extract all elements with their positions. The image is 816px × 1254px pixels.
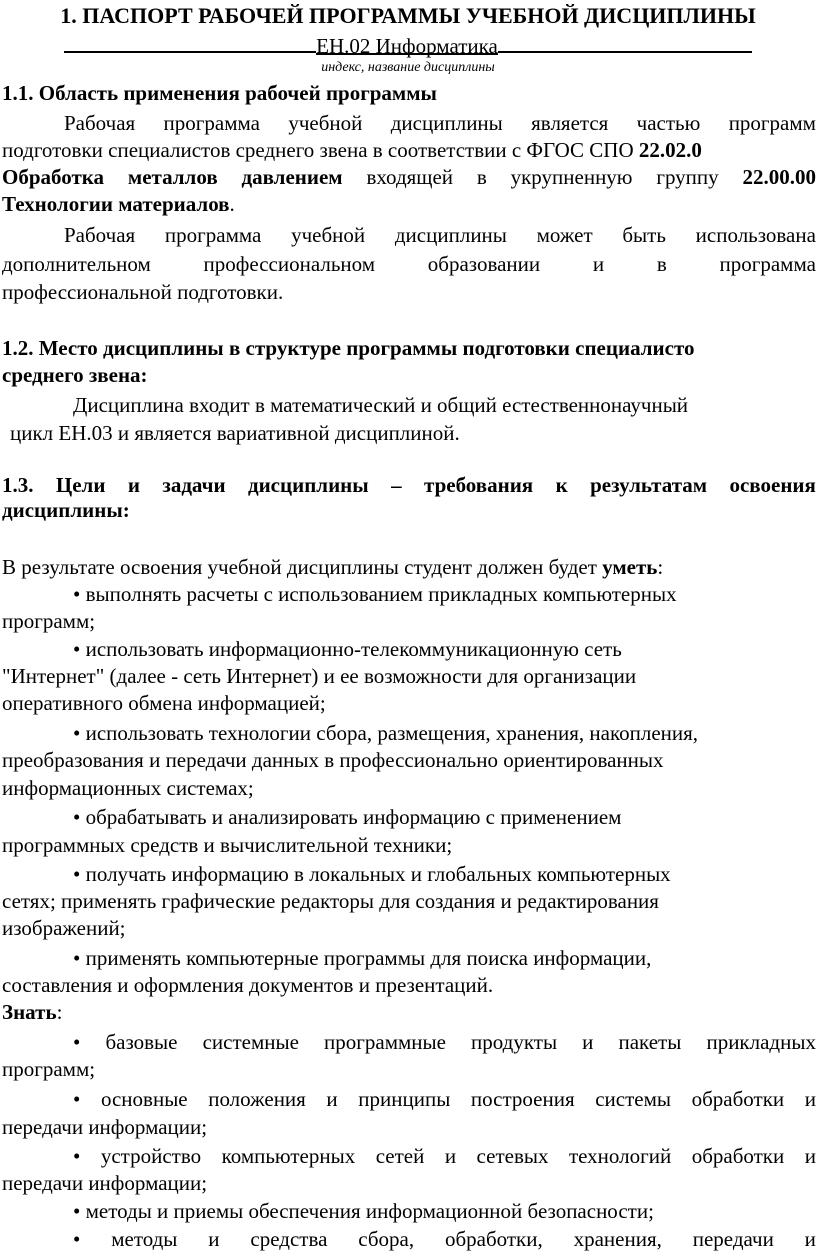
page-title: 1. ПАСПОРТ РАБОЧЕЙ ПРОГРАММЫ УЧЕБНОЙ ДИСЦИПЛИНЫ xyxy=(60,3,756,28)
skill-5-cont: сетях; применять графические редакторы для создания и редактирования xyxy=(2,889,659,913)
skill-5: • получать информацию в локальных и глобальных компьютерных xyxy=(73,862,671,886)
word: требования xyxy=(424,473,534,497)
word: группу xyxy=(656,165,719,189)
word: обработки xyxy=(691,1144,785,1168)
word: и xyxy=(592,252,605,276)
word: Обработка xyxy=(2,165,105,189)
text: : xyxy=(657,555,664,579)
text: . xyxy=(229,192,235,216)
word: системы xyxy=(595,1087,672,1111)
word: хранения, xyxy=(573,1227,662,1251)
word: дисциплины xyxy=(247,473,369,497)
group-name: Технологии материалов xyxy=(2,192,230,216)
word: принципы xyxy=(358,1087,451,1111)
word: • xyxy=(73,1030,81,1054)
word: системные xyxy=(202,1030,299,1054)
knowledge-heading xyxy=(2,999,62,1025)
underline-right xyxy=(498,31,752,53)
section-1-1-heading: 1.1. Область применения рабочей программы xyxy=(2,81,437,105)
skill-2-cont: "Интернет" (далее - сеть Интернет) и ее возможности для организации xyxy=(2,664,637,688)
skill-4: • обрабатывать и анализировать информацию с применением xyxy=(73,805,622,829)
s11-line-2 xyxy=(2,137,702,163)
skill-3: • использовать технологии сбора, размещения, хранения, накопления, xyxy=(73,721,699,745)
word: задачи xyxy=(162,473,226,497)
skill-6-cont: составления и оформления документов и презентаций. xyxy=(2,973,494,997)
word: быть xyxy=(622,223,666,247)
word: дополнительном xyxy=(2,252,151,276)
section-1-2-heading: 1.2. Место дисциплины в структуре программы подготовки специалисто xyxy=(2,336,695,360)
text: В результате освоения учебной дисциплины студент должен будет xyxy=(2,555,603,579)
skill-1: • выполнять расчеты с использованием прикладных компьютерных xyxy=(73,582,677,606)
word: в xyxy=(476,165,487,189)
word: и xyxy=(208,1227,220,1251)
s12-line-2: цикл ЕН.03 и является вариативной дисциплиной. xyxy=(10,421,460,445)
skill-4-cont: программных средств и вычислительной техники; xyxy=(2,833,453,857)
word: и xyxy=(804,1227,816,1251)
word: дисциплины xyxy=(394,223,507,247)
section-1-3-heading-cont: дисциплины: xyxy=(2,498,130,522)
s11-line-4 xyxy=(2,191,235,217)
word: прикладных xyxy=(706,1030,816,1054)
word: и xyxy=(326,1087,338,1111)
s11-line-3 xyxy=(0,164,816,190)
knowledge-3-cont: передачи информации; xyxy=(2,1171,208,1195)
underline-left xyxy=(64,31,316,53)
word: – xyxy=(391,473,402,497)
knowledge-4: • методы и приемы обеспечения информационной безопасности; xyxy=(73,1199,654,1223)
word: в xyxy=(656,252,667,276)
skill-3-cont: преобразования и передачи данных в профессионально ориентированных xyxy=(2,748,664,772)
word: базовые xyxy=(105,1030,178,1054)
knowledge-1-cont: программ; xyxy=(2,1057,96,1081)
skills-keyword: уметь xyxy=(602,555,658,579)
word: может xyxy=(536,223,593,247)
word: Рабочая xyxy=(64,111,136,135)
word: частью xyxy=(636,111,701,135)
knowledge-2-cont: передачи информации; xyxy=(2,1115,208,1139)
text: подготовки специалистов среднего звена в соответствии с ФГОС СПО xyxy=(2,138,639,162)
text: : xyxy=(56,1000,63,1024)
word: и xyxy=(444,1144,457,1168)
skill-6: • применять компьютерные программы для поиска информации, xyxy=(73,946,652,970)
word: сетей xyxy=(375,1144,425,1168)
word: методы xyxy=(111,1227,178,1251)
discipline-name: ЕН.02 Информатика xyxy=(316,34,498,58)
word: компьютерных xyxy=(221,1144,356,1168)
word: программ xyxy=(728,111,816,135)
s11-line-6 xyxy=(0,251,816,277)
word: металлов xyxy=(127,165,218,189)
word: учебной xyxy=(288,111,363,135)
word: образовании xyxy=(427,252,541,276)
word: и xyxy=(582,1030,594,1054)
word: сетевых xyxy=(476,1144,549,1168)
word: 22.00.00 xyxy=(742,165,816,189)
word: и xyxy=(127,473,140,497)
word: укрупненную xyxy=(510,165,633,189)
skill-2-cont2: оперативного обмена информацией; xyxy=(2,691,326,715)
section-1-2-heading-cont: среднего звена: xyxy=(2,363,148,387)
s11-line-1 xyxy=(0,110,816,136)
skill-5-cont2: изображений; xyxy=(2,916,126,940)
word: профессиональном xyxy=(203,252,376,276)
word: обработки xyxy=(691,1087,785,1111)
skill-1-cont: программ; xyxy=(2,609,96,633)
word: результатам xyxy=(590,473,708,497)
word: пакеты xyxy=(618,1030,682,1054)
skill-2: • использовать информационно-телекоммуникационную сеть xyxy=(73,637,622,661)
word: использована xyxy=(695,223,816,247)
knowledge-2 xyxy=(0,1086,816,1112)
skills-intro xyxy=(2,554,663,580)
word: • xyxy=(73,1087,81,1111)
word: передачи xyxy=(692,1227,774,1251)
word: является xyxy=(531,111,609,135)
skill-3-cont2: информационных системах; xyxy=(2,776,254,800)
word: дисциплины xyxy=(390,111,503,135)
word: 1.3. xyxy=(2,473,34,497)
knowledge-keyword: Знать xyxy=(2,1000,57,1024)
knowledge-1 xyxy=(0,1029,816,1055)
word: Рабочая xyxy=(64,223,136,247)
section-1-3-heading xyxy=(0,472,816,498)
word: освоения xyxy=(729,473,816,497)
discipline-caption: индекс, название дисциплины xyxy=(321,60,495,75)
word: и xyxy=(804,1087,816,1111)
word: к xyxy=(555,473,568,497)
word: программа xyxy=(163,111,260,135)
word: • xyxy=(73,1227,81,1251)
knowledge-5 xyxy=(0,1226,816,1252)
word: программные xyxy=(324,1030,446,1054)
word: программа xyxy=(719,252,816,276)
word: положения xyxy=(208,1087,306,1111)
word: • xyxy=(73,1144,81,1168)
word: обработки, xyxy=(444,1227,543,1251)
spec-code: 22.02.0 xyxy=(638,138,702,162)
word: входящей xyxy=(366,165,454,189)
word: технологий xyxy=(568,1144,672,1168)
word: продукты xyxy=(471,1030,558,1054)
word: учебной xyxy=(291,223,366,247)
s12-line-1: Дисциплина входит в математический и общий естественнонаучный xyxy=(73,393,689,417)
word: Цели xyxy=(55,473,106,497)
word: давлением xyxy=(241,165,343,189)
word: построения xyxy=(470,1087,575,1111)
s11-line-7: профессиональной подготовки. xyxy=(2,280,284,304)
knowledge-3 xyxy=(0,1143,816,1169)
word: средства xyxy=(250,1227,328,1251)
word: основные xyxy=(100,1087,188,1111)
word: устройство xyxy=(100,1144,202,1168)
word: программа xyxy=(164,223,262,247)
word: и xyxy=(804,1144,816,1168)
word: сбора, xyxy=(358,1227,415,1251)
s11-line-5 xyxy=(0,222,816,248)
